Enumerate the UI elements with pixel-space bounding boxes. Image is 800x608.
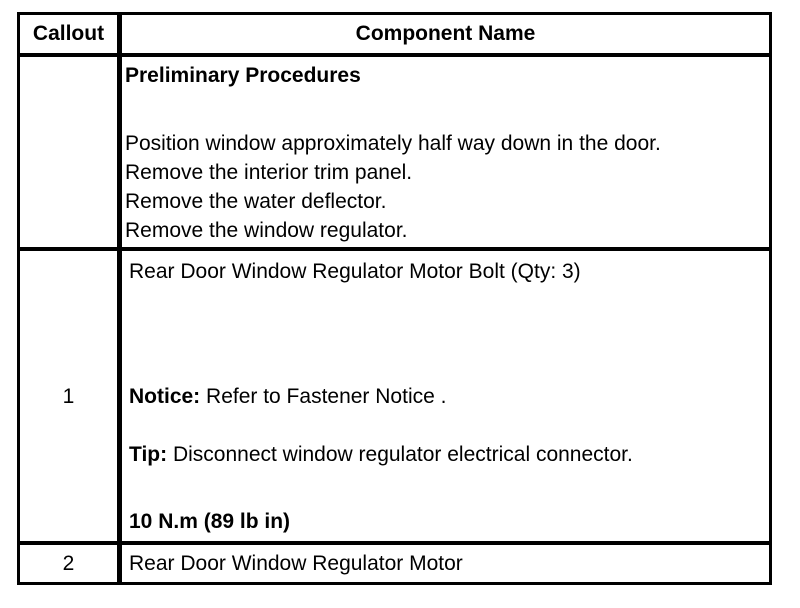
notice-label: Notice: [129,385,201,408]
header-component-cell [122,15,769,53]
tip-text: Disconnect window regulator electrical connector. [167,443,633,466]
header-callout-cell [20,15,117,53]
preliminary-step: Remove the interior trim panel. [125,161,413,184]
header-callout-label: Callout [32,22,105,45]
header-component-label: Component Name [355,22,536,45]
row-2-component-name: Rear Door Window Regulator Motor [129,552,463,575]
row-1-torque: 10 N.m (89 lb in) [129,510,291,533]
preliminary-step: Remove the window regulator. [125,219,408,242]
row-1-callout: 1 [62,385,75,408]
component-table [17,12,772,585]
row-1-component-cell [122,251,769,541]
notice-text: Refer to Fastener Notice . [200,385,447,408]
preliminary-heading: Preliminary Procedures [125,64,361,87]
row-1-notice [129,382,446,411]
preliminary-step: Position window approximately half way down in the door. [125,132,661,155]
preliminary-cell [122,57,769,247]
preliminary-step: Remove the water deflector. [125,190,387,213]
row-2-callout: 2 [62,552,75,575]
row-1-component-name: Rear Door Window Regulator Motor Bolt (Qty: 3) [129,260,581,283]
tip-label: Tip: [129,443,168,466]
preliminary-callout-cell [20,57,117,247]
row-2-callout-cell [20,545,117,582]
row-1-callout-cell [20,251,117,541]
row-1-tip [129,440,633,469]
row-2-component-cell [122,545,769,582]
